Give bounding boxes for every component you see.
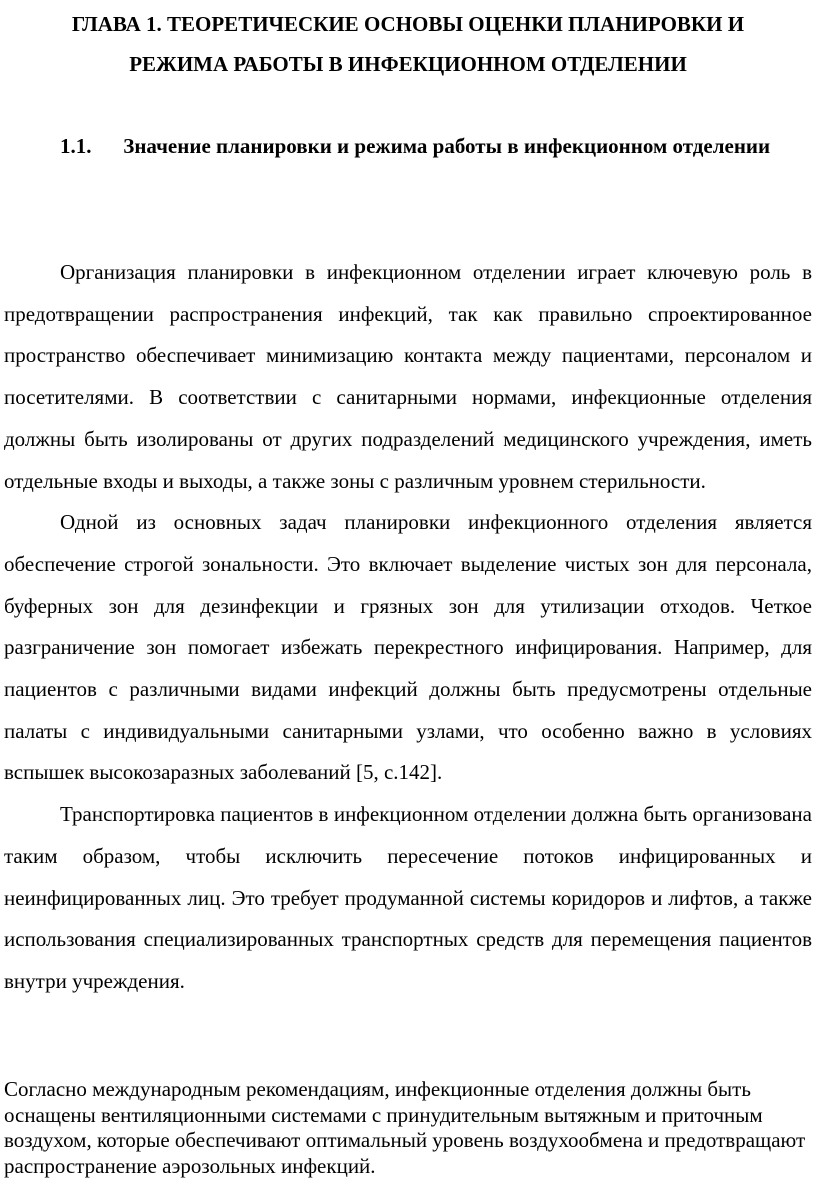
section-number: 1.1. [60, 134, 92, 158]
section-title [4, 126, 812, 166]
chapter-title-line-1: ГЛАВА 1. ТЕОРЕТИЧЕСКИЕ ОСНОВЫ ОЦЕНКИ ПЛАНИРОВКИ И [71, 12, 745, 36]
paragraph-3: Транспортировка пациентов в инфекционном отделении должна быть организована таким образом, чтобы исключить пересечение потоков инфицированных и неинфицированных лиц. Это требует продуманной системы коридоров и лифтов, а также использования специализированных транспортных средств для перемещения пациентов внутри учреждения. [4, 802, 812, 993]
section-title-text: Значение планировки и режима работы в инфекционном отделении [123, 134, 771, 158]
paragraph-4: Согласно международным рекомендациям, инфекционные отделения должны быть оснащены вентиляционными системами с принудительным вытяжным и приточным воздухом, которые обеспечивают оптимальный уровень воздухообмена и предотвращают распространение аэрозольных инфекций. [4, 1077, 806, 1178]
body-text [4, 252, 812, 1003]
paragraph-1: Организация планировки в инфекционном отделении играет ключевую роль в предотвращении распространения инфекций, так как правильно спроектированное пространство обеспечивает минимизацию контакта между пациентами, персоналом и посетителями. В соответствии с санитарными нормами, инфекционные отделения должны быть изолированы от других подразделений медицинского учреждения, иметь отдельные входы и выходы, а также зоны с различным уровнем стерильности. [4, 260, 812, 493]
paragraph-2: Одной из основных задач планировки инфекционного отделения является обеспечение строгой зональности. Это включает выделение чистых зон для персонала, буферных зон для дезинфекции и грязных зон для утилизации отходов. Четкое разграничение зон помогает избежать перекрестного инфицирования. Например, для пациентов с различными видами инфекций должны быть предусмотрены отдельные палаты с индивидуальными санитарными узлами, что особенно важно в условиях вспышек высокозаразных заболеваний [5, с.142]. [4, 510, 812, 785]
chapter-title-line-2: РЕЖИМА РАБОТЫ В ИНФЕКЦИОННОМ ОТДЕЛЕНИИ [129, 52, 687, 76]
chapter-title [0, 4, 816, 84]
